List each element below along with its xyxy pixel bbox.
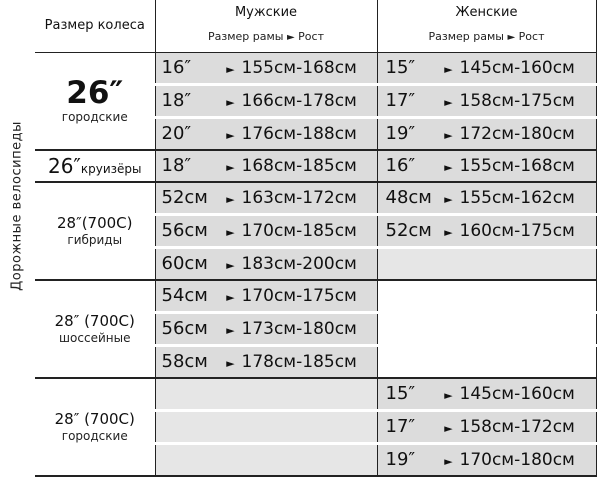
men-height-range: 166см-178см (241, 91, 357, 111)
women-size-cell (377, 410, 596, 443)
women-height-range: 172см-180см (459, 124, 575, 144)
bike-type: городские (61, 109, 128, 124)
men-frame-size: 58см (161, 351, 208, 372)
women-size-cell (377, 214, 596, 247)
wheel-label (47, 153, 142, 178)
wheel-size: 28″ (700C) (54, 311, 135, 330)
arrow-right-icon: ► (226, 259, 235, 272)
men-height-range: 178см-185см (241, 352, 357, 372)
arrow-right-icon: ► (444, 226, 453, 239)
header-women (377, 0, 596, 52)
men-frame-size: 18″ (161, 90, 192, 111)
men-frame-size: 56см (161, 220, 208, 241)
women-size-cell (377, 117, 596, 150)
arrow-right-icon: ► (226, 291, 235, 304)
men-size-cell (155, 84, 377, 117)
men-height-range: 183см-200см (241, 254, 357, 274)
men-size-cell (155, 247, 377, 280)
arrow-right-icon: ► (444, 129, 453, 142)
men-height-range: 170см-185см (241, 221, 357, 241)
bike-type: шоссейные (59, 330, 131, 345)
women-height-range: 170см-180см (459, 450, 575, 470)
header-wheel-size: Размер колеса (35, 0, 155, 52)
header-men-frame-size: Размер рамы (207, 30, 284, 44)
wheel-size: 28″ (700C) (54, 409, 135, 428)
men-height-range: 170см-175см (241, 286, 357, 306)
arrow-right-icon: ► (507, 32, 516, 44)
table-row (35, 52, 596, 84)
wheel-group-cell (35, 52, 155, 150)
table-row (35, 150, 596, 182)
wheel-size: 26″ (66, 74, 124, 111)
men-frame-size: 16″ (161, 57, 192, 78)
arrow-right-icon: ► (444, 96, 453, 109)
women-height-range: 145см-160см (459, 58, 575, 78)
women-frame-size: 17″ (385, 90, 416, 111)
men-height-range: 176см-188см (241, 124, 357, 144)
arrow-right-icon: ► (226, 96, 235, 109)
men-empty-cell (155, 378, 377, 411)
men-height-range: 173см-180см (241, 319, 357, 339)
women-frame-size: 52см (385, 220, 432, 241)
men-size-cell (155, 117, 377, 150)
women-size-cell (377, 84, 596, 117)
men-size-cell (155, 52, 377, 84)
women-height-range: 145см-160см (459, 384, 575, 404)
table-row (35, 378, 596, 411)
arrow-right-icon: ► (226, 357, 235, 370)
arrow-right-icon: ► (226, 226, 235, 239)
women-empty-cell (377, 247, 596, 280)
arrow-right-icon: ► (226, 324, 235, 337)
arrow-right-icon: ► (226, 161, 235, 174)
wheel-group-cell (35, 280, 155, 378)
women-height-range: 160см-175см (459, 221, 575, 241)
header-men-subtitle (156, 28, 377, 47)
side-category-text: Дорожные велосипеды (9, 121, 25, 291)
women-height-range: 158см-172см (459, 417, 575, 437)
bike-type: городские (61, 428, 128, 443)
men-frame-size: 52см (161, 187, 208, 208)
women-height-range: 155см-162см (459, 188, 575, 208)
men-frame-size: 54см (161, 285, 208, 306)
women-frame-size: 15″ (385, 383, 416, 404)
women-empty-cell (377, 312, 596, 345)
header-men (155, 0, 377, 52)
arrow-right-icon: ► (286, 32, 295, 44)
men-frame-size: 56см (161, 318, 208, 339)
side-category-label (0, 0, 34, 412)
women-size-cell (377, 52, 596, 84)
women-height-range: 158см-175см (459, 91, 575, 111)
wheel-size: 26″ (47, 153, 81, 178)
arrow-right-icon: ► (444, 193, 453, 206)
header-women-height: Рост (518, 30, 545, 44)
men-size-cell (155, 182, 377, 215)
wheel-group-cell (35, 182, 155, 280)
header-men-title: Мужские (234, 5, 298, 21)
women-frame-size: 19″ (385, 449, 416, 470)
header-row (35, 0, 596, 52)
men-frame-size: 60см (161, 253, 208, 274)
men-size-cell (155, 214, 377, 247)
arrow-right-icon: ► (226, 129, 235, 142)
women-frame-size: 15″ (385, 57, 416, 78)
men-frame-size: 20″ (161, 123, 192, 144)
wheel-size: 28″(700C) (57, 213, 133, 232)
men-empty-cell (155, 443, 377, 476)
arrow-right-icon: ► (444, 63, 453, 76)
arrow-right-icon: ► (444, 389, 453, 402)
women-height-range: 155см-168см (459, 156, 575, 176)
men-height-range: 163см-172см (241, 188, 357, 208)
arrow-right-icon: ► (226, 63, 235, 76)
men-size-cell (155, 345, 377, 378)
men-height-range: 155см-168см (241, 58, 357, 78)
men-size-cell (155, 150, 377, 182)
wheel-group-cell (35, 150, 155, 182)
women-empty-cell (377, 280, 596, 313)
arrow-right-icon: ► (444, 422, 453, 435)
women-frame-size: 19″ (385, 123, 416, 144)
women-empty-cell (377, 345, 596, 378)
frame-size-table (35, 0, 597, 477)
arrow-right-icon: ► (226, 193, 235, 206)
men-size-cell (155, 280, 377, 313)
header-men-height: Рост (298, 30, 324, 44)
arrow-right-icon: ► (444, 455, 453, 468)
bike-type: круизёры (80, 161, 142, 176)
bike-type: гибриды (67, 232, 123, 247)
women-frame-size: 16″ (385, 155, 416, 176)
men-size-cell (155, 312, 377, 345)
men-height-range: 168см-185см (241, 156, 357, 176)
women-size-cell (377, 443, 596, 476)
women-frame-size: 17″ (385, 416, 416, 437)
header-women-subtitle (378, 28, 596, 47)
wheel-group-cell (35, 378, 155, 476)
header-women-frame-size: Размер рамы (428, 30, 504, 44)
men-empty-cell (155, 410, 377, 443)
header-women-title: Женские (455, 5, 518, 21)
women-size-cell (377, 150, 596, 182)
women-frame-size: 48см (385, 187, 432, 208)
women-size-cell (377, 182, 596, 215)
men-frame-size: 18″ (161, 155, 192, 176)
table-row (35, 280, 596, 313)
table-row (35, 182, 596, 215)
women-size-cell (377, 378, 596, 411)
arrow-right-icon: ► (444, 161, 453, 174)
